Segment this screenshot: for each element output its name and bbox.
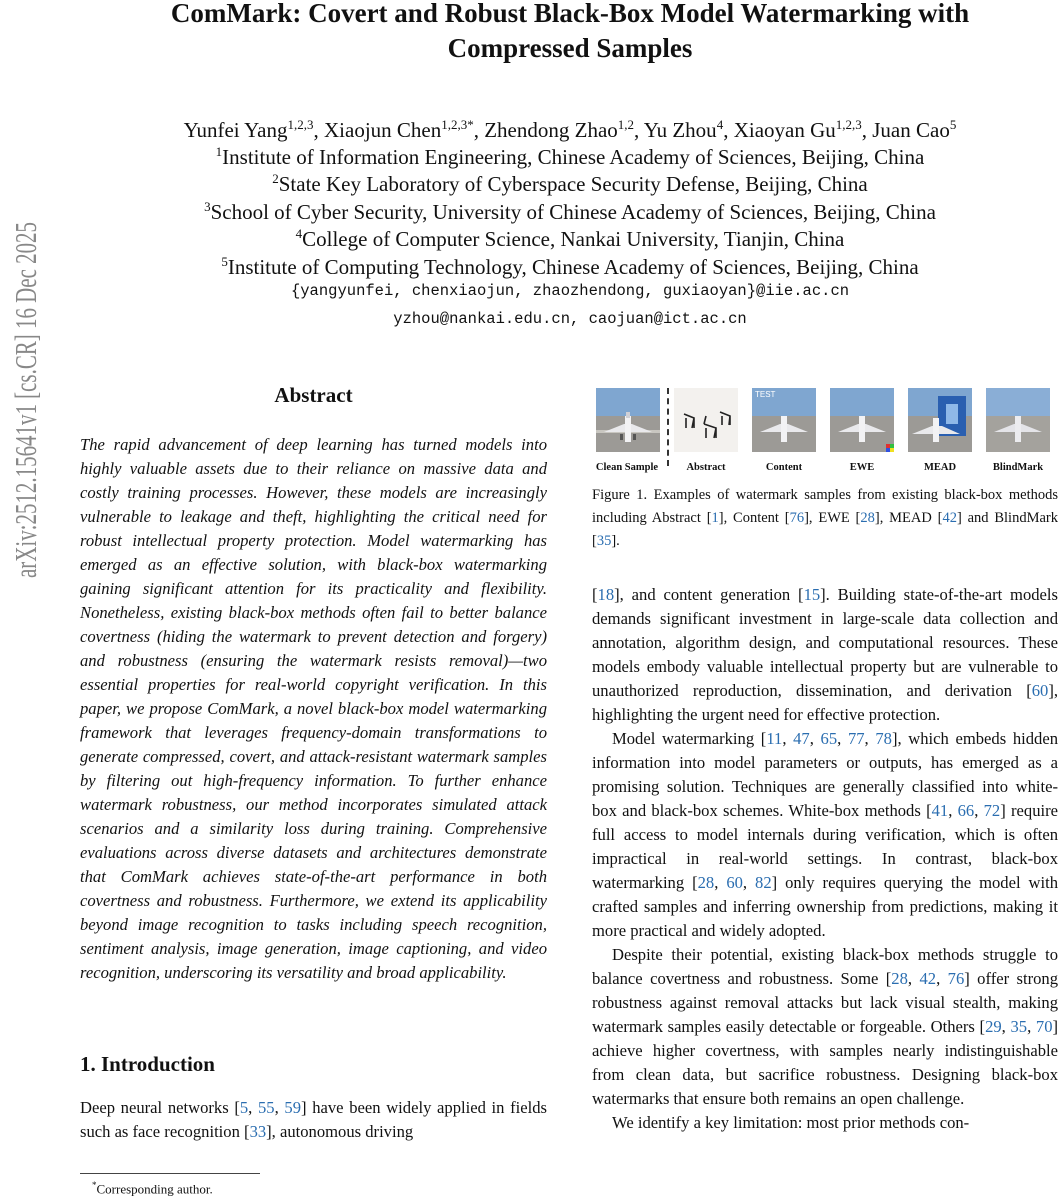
- paragraph: Model watermarking [11, 47, 65, 77, 78], which embeds hidden information into model parameters or outputs, has emerged as a promising solution. Techniques are generally classified into white-box and black-box schemes. White-box methods [41, 66, 72] require full access to model internals during verification, which is often impractical in real-world settings. In contrast, black-box watermarking [28, 60, 82] only requires querying the model with crafted samples and inferring ownership from predictions, making it more practical and widely adopted.: [592, 729, 1059, 940]
- right-column-text: [592, 583, 1058, 1135]
- paper-title: [100, 0, 1040, 66]
- citation-link[interactable]: 42: [919, 969, 937, 988]
- arxiv-stamp: [2, 220, 46, 580]
- citation-link[interactable]: 11: [766, 729, 783, 748]
- figure-label: MEAD: [923, 462, 957, 473]
- abstract-text: The rapid advancement of deep learning has turned models into highly valuable assets due to their reliance on massive data and costly training processes. However, these models are increasingly vulnerable to leakage and theft, highlighting the critical need for robust intellectual property protection. Model watermarking has emerged as an effective solution, with black-box watermarking gaining significant attention for its practicality and flexibility. Nonetheless, existing black-box methods often fail to better balance covertness (hiding the watermark to prevent detection and forgery) and robustness (ensuring the watermark resists removal)—two essential properties for real-world copyright verification. In this paper, we propose ComMark, a novel black-box model watermarking framework that leverages frequency-domain transformations to generate compressed, covert, and attack-resistant watermark samples by filtering out high-frequency information. To further enhance watermark robustness, our method incorporates simulated attack scenarios and a similarity loss during training. Comprehensive evaluations across diverse datasets and architectures demonstrate that ComMark achieves state-of-the-art performance in both covertness and robustness. Furthermore, we extend its applicability beyond image recognition to tasks including speech recognition, sentiment analysis, image generation, image captioning, and video recognition, underscoring its versatility and broad applicability.: [80, 435, 547, 982]
- figure-label: Content: [765, 462, 803, 473]
- citation-link[interactable]: 60: [1031, 681, 1049, 700]
- citation-link[interactable]: 29: [985, 1017, 1002, 1036]
- figure-label: BlindMark: [992, 462, 1044, 473]
- author-name: Juan Cao: [872, 118, 950, 142]
- arxiv-id: arXiv:2512.15641v1 [cs.CR] 16 Dec 2025: [8, 220, 43, 578]
- citation-link[interactable]: 78: [875, 729, 892, 748]
- author-name: Yu Zhou: [643, 118, 717, 142]
- paragraph: Despite their potential, existing black-box methods struggle to balance covertness and robustness. Some [28, 42, 76] offer strong robustness against removal attacks but lack visual stealth, making watermark samples easily detectable or forgeable. Others [29, 35, 70] achieve higher covertness, with samples nearly indistinguishable from clean data, but sacrifice robustness. Designing black-box watermarks that ensure both remains an open challenge.: [592, 945, 1059, 1108]
- citation-link[interactable]: 72: [983, 801, 1001, 820]
- figure-divider: [667, 388, 669, 466]
- citation-link[interactable]: 76: [947, 969, 965, 988]
- title-line-1: ComMark: Covert and Robust Black-Box Model Watermarking with: [170, 0, 970, 28]
- figure-thumb-abstract: [674, 388, 738, 452]
- citation-link[interactable]: 33: [249, 1122, 267, 1141]
- citation-link[interactable]: 70: [1035, 1017, 1053, 1036]
- affiliation-5: $^5$Institute of Computing Technology, Chinese Academy of Sciences, Beijing, China: [221, 254, 919, 279]
- figure-thumb-mead: [908, 388, 972, 452]
- author-name: Zhendong Zhao: [484, 118, 618, 142]
- author-sep: ,: [313, 118, 324, 142]
- citation-link[interactable]: 1: [711, 510, 719, 526]
- figure-thumb-blindmark: [986, 388, 1050, 452]
- figure-label: Clean Sample: [595, 462, 659, 473]
- test-watermark-text: TEST: [755, 390, 776, 399]
- citation-link[interactable]: 35: [1010, 1017, 1028, 1036]
- author-sup: 5: [949, 117, 957, 132]
- footnote-rule: [80, 1173, 260, 1174]
- citation-link[interactable]: 76: [789, 510, 805, 526]
- citation-link[interactable]: 41: [931, 801, 949, 820]
- author-name: Xiaojun Chen: [324, 118, 442, 142]
- citation-link[interactable]: 5: [239, 1098, 249, 1117]
- section-heading-introduction: 1. Introduction: [80, 1052, 215, 1076]
- author-sup: 1,2,3: [835, 117, 862, 132]
- citation-link[interactable]: 42: [942, 510, 957, 526]
- citation-link[interactable]: 35: [596, 533, 612, 549]
- figure-caption: Figure 1. Examples of watermark samples from existing black-box methods including Abstract [1], Content [76], EWE [28], MEAD [42] and BlindMark [35].: [592, 487, 1058, 549]
- citation-link[interactable]: 18: [597, 585, 615, 604]
- abstract-chairs-image: [674, 388, 738, 452]
- intro-paragraph: Deep neural networks [5, 55, 59] have been widely applied in fields such as face recognition [33], autonomous driving: [80, 1098, 548, 1141]
- author-sup: 1,2,3: [287, 117, 314, 132]
- airplane-mead-image: [908, 388, 972, 452]
- email-line-1: {yangyunfei, chenxiaojun, zhaozhendong, guxiaoyan}@iie.ac.cn: [290, 282, 850, 300]
- figure-thumb-clean: [596, 388, 660, 452]
- affiliation-1: $^1$Institute of Information Engineering, Chinese Academy of Sciences, Beijing, China: [215, 144, 925, 169]
- email-line-2: yzhou@nankai.edu.cn, caojuan@ict.ac.cn: [393, 310, 747, 328]
- author-name: Xiaoyan Gu: [733, 118, 836, 142]
- citation-link[interactable]: 82: [755, 873, 772, 892]
- affiliation-3: $^3$School of Cyber Security, University of Chinese Academy of Sciences, Beijing, China: [204, 199, 936, 224]
- footnote: *Corresponding author.: [92, 1180, 213, 1197]
- paragraph: We identify a key limitation: most prior methods con-: [612, 1113, 970, 1132]
- author-sep: ,: [723, 118, 734, 142]
- citation-link[interactable]: 28: [891, 969, 908, 988]
- author-name: Yunfei Yang: [183, 118, 288, 142]
- title-line-2: Compressed Samples: [447, 33, 693, 63]
- abstract-heading: Abstract: [274, 383, 353, 407]
- paragraph: [18], and content generation [15]. Building state-of-the-art models demands significant investment in large-scale data collection and annotation, algorithm design, and computational resources. These models embody valuable intellectual property but are vulnerable to unauthorized reproduction, dissemination, and derivation [60], highlighting the urgent need for effective protection.: [592, 585, 1058, 724]
- author-sep: ,: [473, 118, 485, 142]
- citation-link[interactable]: 66: [957, 801, 975, 820]
- citation-link[interactable]: 65: [820, 729, 838, 748]
- figure-thumb-ewe: [830, 388, 894, 452]
- citation-link[interactable]: 60: [726, 873, 743, 892]
- citation-link[interactable]: 59: [284, 1098, 301, 1117]
- author-sep: ,: [861, 118, 873, 142]
- airplane-image: [596, 388, 660, 452]
- airplane-test-image: [752, 388, 816, 452]
- citation-link[interactable]: 15: [803, 585, 821, 604]
- author-sup: 4: [716, 117, 724, 132]
- author-sep: ,: [634, 118, 644, 142]
- affiliation-2: $^2$State Key Laboratory of Cyberspace Security Defense, Beijing, China: [272, 171, 868, 196]
- figure-thumb-content: [752, 388, 816, 452]
- citation-link[interactable]: 28: [860, 510, 875, 526]
- figure-label: EWE: [849, 462, 875, 473]
- author-sup: 1,2,3*: [441, 117, 474, 132]
- figure-label: Abstract: [686, 462, 726, 473]
- affiliation-4: $^4$College of Computer Science, Nankai University, Tianjin, China: [295, 226, 845, 251]
- citation-link[interactable]: 47: [793, 729, 810, 748]
- citation-link[interactable]: 28: [697, 873, 715, 892]
- airplane-blindmark-image: [986, 388, 1050, 452]
- airplane-ewe-image: [830, 388, 894, 452]
- figure-1: [594, 388, 1060, 478]
- citation-link[interactable]: 77: [847, 729, 865, 748]
- citation-link[interactable]: 55: [257, 1098, 275, 1117]
- author-sup: 1,2: [617, 117, 635, 132]
